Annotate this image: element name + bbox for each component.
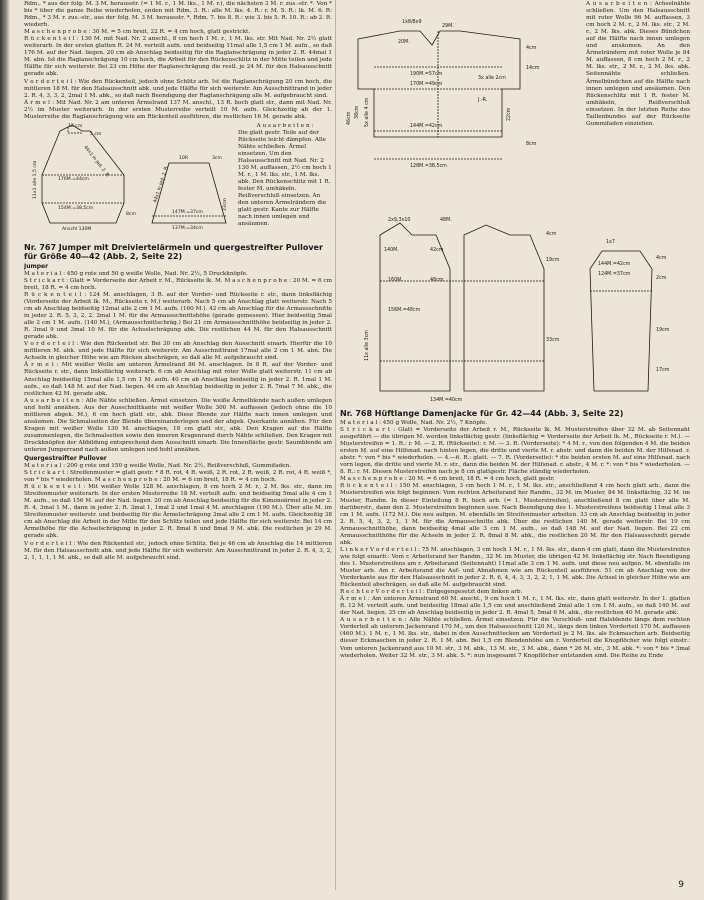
dim-label: 17cm (656, 368, 670, 373)
stitch-text: S t r i c k a r t : Streifenmuster = glatt gestr. * 8 R. rot, 4 R. weiß, 2 R. rot, 2 R. weiß, 2 R. rot, 4 R. weiß *, von * bis * wiederholen. M a s c h e n p r o b e : 20 M. = 6 cm breit, 18 R. = 4 cm hoch. (24, 470, 332, 484)
figure-row-1 (24, 123, 332, 241)
dim-label: Anschl 130M (62, 226, 92, 232)
finishing-text: A u s a r b e i t e n : Alle Nähte schließen. Ärmel einsetzen. Für die Verschluß- und Halsblende längs dem rechten Vorderteil ab unterem Jackenrand 170 M., um den Halsausschnitt 120 M., längs dem linken Vorderteil 170 M. auffassen (460 M.). 1 M. r., 1 M. lks. str., dabei in den Ausschnittecken am Vorderteil je 2 M. lks. als Eckmaschen arb. Beidseitig dieser Eckmaschen in jeder 2. R. 1 M. abn. Bei 1,5 cm Blendenhöhe am r. Vorderteil die Knopflöcher wie folgt einstr.: Vom unteren Jackenrand aus 10 M. str., 3 M. abk., 13 M. str., 3 M. abk., dann * 26 M. str., 3 M. abk. *: von * bis * 3mal wiederholen. Weiter 32 M. str., 3 M. abk. 5. *: nun insgesamt 7 Knopflöcher entstanden sind. Die Reihe zu Ende (340, 617, 690, 659)
column-divider (335, 0, 336, 890)
sleeve-text: Ä r m e l : Mit Nad. Nr. 2 am unteren Ärmelrand 137 M. anschl., 13 R. hoch glatt str., dann mit Nad. Nr. 2½ im Muster weiterarb. In der ersten Musterreihe verteilt 10 M. aufn. Gleichzeitig ab der 1. Musterreihe die Raglanschrägung wie am Rückenteil ausführen, die restlichen 16 M. gerade abk. (24, 99, 332, 120)
right-column (340, 1, 690, 891)
dim-label: 48M. (440, 218, 452, 223)
finishing-text: A u s a r b e i t e n : Alle Nähte schließen. Ärmel einsetzen. Die weiße Ärmelblende nach außen umlegen und hohl annähen. Aus der Ausschnittkante mit weißer Wolle 300 M. auffassen (jedoch ohne die 10 mittleren abgek. M.), 6 cm hoch glatt str., abk. Diese Blende zur Hälfte nach innen umlegen und ansäumen. Die Schmalseiten der Blende übereinanderlegen und der abgek. Querkante annähen. Für den Kragen mit weißer Wolle 130 M. anschlagen, 18 cm glatt str., abk. Den Kragen auf die Hälfte zusammenlegen, die Schmalseiten sowie den inneren Kragenrand durch Nähte schließen. Den Kragen mit Druckknöpfen der Abbildung entsprechend dem Ausschnitt einarb. Die Innenfläche gestr. Saumblende am unteren Jumperrand nach außen umlegen und hohl annähen. (24, 397, 332, 453)
back-piece-text: R ü c k e n t e i l : Mit weißer Wolle 128 M. anschlagen, 8 cm hoch 2 M. r., 2 M. lks. str., dann im Streifenmuster weiterarb. In der ersten Musterreihe 18 M. verteilt aufn. und beidseitig 5mal alle 4 cm 1 M. aufn., so daß 156 M. auf der Nad. liegen. 20 cm ab Anschlag beidseitig für die Kimonoärmel in jeder 2. R. 4, 3mal 1 M., dann in jeder 2. R. 3mal 1, 1mal 2 und 1mal 4 M. anschlagen (190 M.). Über alle M. im Streifenmuster weiterstr. und beidseitig für die Ärmelschrägung 3mal alle 2 cm 1 M. aufn. Gleichzeitig 38 cm ab Anschlag die Arbeit in der Mitte für den Schlitz teilen und jede Hälfte für sich weiterstr. Bei 14 cm Ärmelhöhe für die Achselschrägung in jeder 2. R. 8mal 8 und 8mal 9 M. abk. Die restlichen je 29 M. gerade abk. (24, 484, 332, 540)
dim-label: 11x1 alle 1,5 cm (33, 160, 38, 199)
left-column (24, 1, 332, 891)
finishing-pullover-text: A u s a r b e i t e n : Achselnähte schließen. Um den Halsausschnitt mit roter Wolle 96 M. auffassen, 3 cm hoch 2 M. r., 2 M. lks. str., 2 M. r., 2 M. lks. abk. Dieses Bündchen auf die Hälfte nach innen umlegen und ansäumen. An den Ärmelrändern mit roter Wolle je 84 M. auffassen, 8 cm hoch 2 M. r., 2 M. lks. str., 2 M. r., 2 M. lks. abk. Seitennähte schließen. Ärmelbündchen auf die Hälfte nach innen umlegen und ansäumen. Den Rückenschlitz mit 1 R. fester M. umhäkeln, Reißverschluß einsetzen. In der letzten Reihe des Taillenbundes auf der Rückseite Gummifaden einziehen. (586, 1, 690, 127)
material-text: M a t e r i a l : 200 g rote und 150 g weiße Wolle, Nad. Nr. 2½, Reißverschluß, Gummifaden. (24, 463, 291, 470)
dim-label: 154M.=38,5cm (58, 205, 94, 211)
dim-label: 2x9,3x10 (388, 218, 411, 223)
dim-label: J.-R. (478, 98, 488, 103)
pullover-schematic (340, 9, 585, 217)
dim-label: 140M. (384, 248, 399, 253)
dim-label: 156M.=48cm (388, 308, 421, 313)
dim-label: 170M.=49cm (410, 82, 443, 87)
dim-label: 128M.=38,5cm (410, 164, 447, 169)
dim-label: 10R (179, 155, 189, 161)
dim-label: 48cm (430, 278, 444, 283)
dim-label: 137M.=34cm (172, 225, 203, 231)
figure-row-768 (340, 211, 690, 407)
dim-label: 46cm (347, 111, 352, 125)
dim-label: 12 cm (68, 123, 83, 129)
dim-label: 176M.=44cm (58, 176, 89, 182)
right-front-text: R e c h t e r V o r d e r t e i l : Entgegengesetzt dem linken arb. (340, 589, 523, 596)
gauge-text: M a s c h e n p r o b e : 20 M. = 6 cm breit, 18 R. = 4 cm hoch, glatt gestr. (340, 476, 555, 483)
dim-label: 20M. (398, 40, 410, 45)
binding-shadow (0, 0, 10, 900)
dim-label: 11x alle 3cm (365, 330, 370, 361)
back-piece-text: R ü c k e n t e i l : 130 M. mit Nad. Nr. 2 anschl., 8 cm hoch 1 M. r., 1 M. lks. str. Mit Nad. Nr. 2½ glatt weiterarb. In der ersten glatten R. 24 M. verteilt aufn. und beidseitig 11mal alle 1,5 cm 1 M. aufn., so daß 176 M. auf der Nad. liegen. 20 cm ab Anschlag beidseitig für die Raglanschrägung in jeder 2. R. 44mal 1 M. abn. Ist die Raglanschrägung 10 cm hoch, die Arbeit für den Rückenschlitz in der Mitte teilen und jede Hälfte für sich weiterstr. Bei 23 cm Höhe der Raglanschrägung die restl. je 24 M. für den Halsausschnitt gerade abk. (24, 36, 332, 78)
sleeve-text: Ä r m e l : Am unteren Ärmelrand 60 M. anschl., 9 cm hoch 1 M. r., 1 M. lks. str., dann glatt weiterstr. In der 1. glatten R. 12 M. verteilt aufn. und beidseitig 18mal alle 1,5 cm und anschließend 2mal alle 1 cm 1 M. aufn., so daß 140 M. auf der Nad. liegen. 35 cm ab Anschlag beidseitig in jeder 2. R. 4mal 5, 5mal 6 M. abk., die restlichen 40 M. gerade abk. (340, 596, 690, 617)
dim-label: 144M.=42cm (410, 124, 443, 129)
dim-label: 44x1 in jed. 2. R. (153, 164, 170, 204)
dim-label: 1x7 (606, 240, 615, 245)
back-piece-text: R ü c k e n t e i l : 124 M. anschlagen, 3 R. auf der Vorder- und Rückseite r. str., dann linksflächig (Vorderseite der Arbeit lk. M., Rückseite r. M.) weiterarb. Nach 5 cm ab Anschlag glatt weiterstr. Nach 5 cm ab Anschlag beidseitig 12mal alle 2 cm 1 M. aufn. (160 M.). 42 cm ab Anschlag für die Armausschnitte in jeder 2. R. 5, 3, 2, 2, 2mal 1 M. für die Armausschnittshöhe (gerade gemessen). Hier beidseitig 5mal alle 2 cm 1 M. aufn. (140 M.), (Armausschnittschräg.) Bei 21 cm Armausschnitthöhe beidseitig in jeder 2. R. 3mal 9 und 3mal 10 M. für die Achselschrägung abk. Die restlichen 44 M. für den Halsausschnitt gerade abk. (24, 291, 332, 341)
pattern-continuation: Rdm., * aus der folg. M. 3 M. herausstr. (= 1 M. r., 1 M. lks., 1 M. r.), die nächsten 3 M. r. zus.-str. *. Von * bis * über die ganze Reihe wiederholen, enden mit Rdm. 3. R.: alle M. lks. 4. R.: r. M. 5. R.: lk. M. 6. R: Rdm., * 3 M. r. zus.-str., aus der folg. M. 3 M. herausstr. *, Rdm. 7. bis 8. R.: wie 3. bis 5. R. 10. R.: ab 2. R. wiederh. (24, 1, 332, 29)
finishing-body: Die glatt gestr. Teile auf der Rückseite leicht dämpfen. Alle Nähte schließen. Ärmel einsetzen. Um den Halsausschnitt mit Nad. Nr. 2 130 M. auffassen, 2½ cm hoch 1 M. r., 1 M. lks. str., 1 M. lks. abk. Den Rückenschlitz mit 1 R. fester M. umhäkeln. Reißverschluß einsetzen. An den unteren Ärmelrändern die glatt gestr. Kante zur Hälfte nach innen umlegen und ansäumen. (238, 129, 332, 228)
sleeve-text: Ä r m e l : Mit weißer Wolle am unteren Ärmelrand 86 M. anschlagen. In 8 R. auf der Vorder- und Rückseite r. str., dann linksflächig weiterarb. 6 cm ab Anschlag mit roter Wolle glatt weiterstr. 11 cm ab Anschlag beidseitig 15mal alle 1,5 cm 1 M. aufn. 40 cm ab Anschlag beidseitig in jeder 2. R. 1mal 1 M. aufn., so daß 148 M. auf der Nad. liegen. 44 cm ab Anschlag beidseitig in jeder 2. R. 7mal 7 M. abk., die restlichen 42 M. gerade abk. (24, 362, 332, 397)
back-piece-text: R ü c k e n t e i l : 150 M. anschlagen, 3 cm hoch 1 M. r., 1 M. lks. str., anschließend 4 cm hoch glatt arb., dann die Musterstreifen wie folgt beginnen: Vom rechten Arbeitsrand her Randm., 32 M. im Muster, 84 M. linksflächig, 32 M. im Muster, Randm. In dieser Einteilung 8 R. hoch arb. (= 1. Musterstreifen), anschließend 8 cm glatt über alle M. darüberstr., dann den 2. Musterstreifen beginnen usw. Nach Beendigung des 1. Musterstreifens beidseitig 11mal alle 3 cm 1 M. aufn. (172 M.). Die neu aufgen. M. ebenfalls im Streifenmuster arbeiten. 33 cm ab Anschlag beidseitig in jeder 2. R. 5, 4, 3, 2, 1, 1 M. für die Armausschnitte abk. Über die restlichen 140 M. gerade weiterstr. Bei 19 cm Armausschnitthöhe, dann beidseitig 4mal alle 3 cm 1 M. aufn., so daß 148 M. auf der Nad. liegen. Bei 22 cm Armausschnitthöhe für die Achseln in jeder 2. R. 8mal 8 M. abk., die restlichen 20 M. für den Halsausschnitt gerade abk. (340, 483, 690, 546)
stitch-text: S t r i c k a r t : Glatt = Vorderseite der Arbeit r. M., Rückseite lk. M. Musterstreifen über 32 M. ab Seitennaht ausgeführt — die übrigen M. werden linksflächig gestr. (linksflächig = Vorderseite der Arbeit lk. M., Rückseite r. M.). — Musterstreifen = 1. R.: r. M. — 2. R. (Rückseite): r. M. — 3. R. (Vorderseite): * 4 M. r., von den folgenden 4 M. die beiden ersten M. auf eine Hilfsnad. nach hinten legen, die dritte und vierte M. r. abstr. und dann die beiden M. der Hilfsnad. r. abstr. *: von * bis * wiederholen. — 4.—6. R.: glatt. — 7. R. (Vorderseite): * die beiden ersten M. auf eine Hilfsnad. nach vorn legen, die dritte und vierte M. r. str., dann die beiden M. der Hilfsnad. r. abstr., 4 M. r. *: von * bis * wiederholen. — 8. R.: r. M. Diesen Musterstreifen nach je 8 cm glattgestr. Fläche ständig wiederholen. (340, 427, 690, 476)
dim-label: 2cm (656, 276, 667, 281)
dim-label: 22cm (507, 107, 512, 121)
dim-label: 44x1 in jed. 2. R. (82, 144, 111, 179)
dim-label: 33cm (546, 338, 560, 343)
subheading-pullover: Quergestreifter Pullover (24, 455, 107, 463)
dim-label: 19cm (656, 328, 670, 333)
jumper-schematic (24, 123, 234, 241)
dim-label: 160M. (388, 278, 403, 283)
dim-label: 5x alle 4 cm (365, 97, 370, 127)
subheading-jumper: Jumper (24, 262, 49, 270)
page-number: 9 (678, 880, 684, 890)
dim-label: 4cm (526, 46, 537, 51)
dim-label: 1x8/8x9 (402, 20, 422, 25)
dim-label: 190M.=57cm (410, 72, 443, 77)
material-text: M a t e r i a l : 450 g rote und 50 g weiße Wolle, Nad. Nr. 2½, 5 Druckknöpfe. (24, 270, 248, 277)
stitch-text: S t r i c k a r t : Glatt = Vorderseite der Arbeit r. M., Rückseite lk. M. M a s c h e n p r o b e : 20 M. = 6 cm breit, 18 R. = 4 cm hoch. (24, 277, 332, 291)
front-piece-text: V o r d e r t e i l : Wie den Rückenteil str. Bei 30 cm ab Anschlag den Ausschnitt einarb. Hierfür die 10 mittleren M. abk. und jede Hälfte für sich weiterstr. Am Ausschnittrand 17mal alle 2 cm 1 M. abn. Die Achseln in gleicher Höhe wie am Rücken abschrägen, so daß alle M. aufgebraucht sind. (24, 341, 332, 362)
dim-label: 134M.=40cm (430, 398, 463, 403)
dim-label: 3cm (212, 155, 222, 161)
dim-label: 14cm (526, 66, 540, 71)
left-front-text: L i n k e r V o r d e r t e i l : 75 M. anschlagen, 3 cm hoch 1 M. r., 1 M. lks. str., dann 4 cm glatt, dann die Musterstreifen wie folgt einarb.: Vom r. Arbeitsrand her Randm., 32 M. im Muster, die übrigen 42 M. linksflächig str. Nach Beendigung des 1. Musterstreifens am r. Arbeitsrand (Seitennaht) 11mal alle 3 cm 1 M. aufn. und diese neu aufgen. M. ebenfalls im Muster arb. Am r. Arbeitsrand die Auf- und Abnahmen wie am Rückenteil ausführen. 51 cm ab Anschlag von der Vorderkante aus für den Halsausschnitt in jeder 2. R. 6, 4, 4, 3, 3, 2, 2, 1, 1 M. abk. Die Achsel in gleicher Höhe wie am Rückenteil abschrägen, so daß alle M. aufgebraucht sind. (340, 546, 690, 589)
finishing-box (238, 123, 332, 229)
dim-label: 5 cm (90, 131, 102, 137)
dim-label: 124M.=37cm (598, 272, 631, 277)
dim-label: 29M. (442, 24, 454, 29)
front-piece-text: V o r d e r t e i l : Wie den Rückenteil, jedoch ohne Schlitz arb. Ist die Raglanschrägung 20 cm hoch, die mittleren 18 M. für den Halsausschnitt abk. und jede Hälfte für sich weiterstr. Am Ausschnittrand in jeder 2. R. 4, 3, 3, 2, 2mal 1 M. abk., so daß nach Beendigung der Raglanschrägung alle M. aufgebraucht sind. (24, 78, 332, 99)
dim-label: 23cm (223, 197, 228, 211)
dim-label: 3x alle 2cm (478, 76, 506, 81)
dim-label: 4cm (546, 232, 557, 237)
gauge-text: M a s c h e n p r o b e : 30 M. = 5 cm breit, 22 R. = 4 cm hoch, glatt gestrickt. (24, 29, 251, 36)
dim-label: 144M.=42cm (598, 262, 631, 267)
dim-label: 42cm (430, 248, 444, 253)
dim-label: 8cm (126, 211, 136, 217)
dim-label: 38cm (355, 105, 360, 119)
front-piece-text: V o r d e r t e i l : Wie den Rückenteil str., jedoch ohne Schlitz. Bei je 46 cm ab Anschlag die 14 mittleren M. für den Halsausschnitt abk. und jede Hälfte für sich weiterstr. Am Ausschnittrand in jeder 2. R. 4, 3, 2, 2, 1, 1, 1, 1 M. abk., so daß alle M. aufgebraucht sind. (24, 540, 332, 561)
pattern-heading-768: Nr. 768 Hüftlange Damenjacke für Gr. 42—44 (Abb. 3, Seite 22) (340, 409, 624, 418)
pattern-heading-767: Nr. 767 Jumper mit Dreiviertelärmeln und quergestreifter Pullover für Größe 40—42 (Abb. 2, Seite 22) (24, 242, 323, 261)
jacket-schematic (340, 211, 690, 407)
dim-label: 4cm (656, 256, 667, 261)
dim-label: 147M.=37cm (172, 209, 203, 215)
finishing-title: A u s a r b e i t e n : (256, 122, 314, 129)
right-top-row (340, 1, 690, 211)
dim-label: 8cm (526, 142, 537, 147)
material-text: M a t e r i a l : 450 g Wolle, Nad. Nr. 2½, 7 Knöpfe. (340, 420, 488, 426)
finishing-pullover-column (586, 1, 690, 128)
dim-label: 19cm (546, 258, 560, 263)
